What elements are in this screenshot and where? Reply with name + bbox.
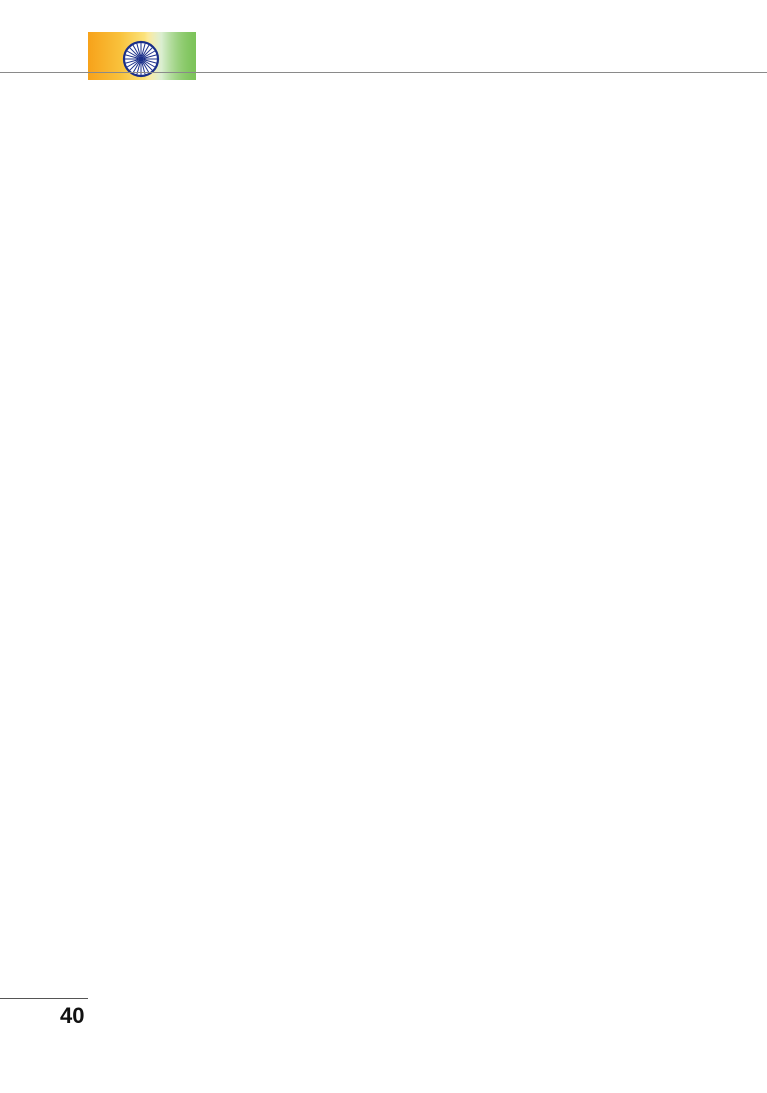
header-rule <box>0 72 767 73</box>
footer-rule <box>0 998 88 999</box>
page-number: 40 <box>60 1003 85 1028</box>
